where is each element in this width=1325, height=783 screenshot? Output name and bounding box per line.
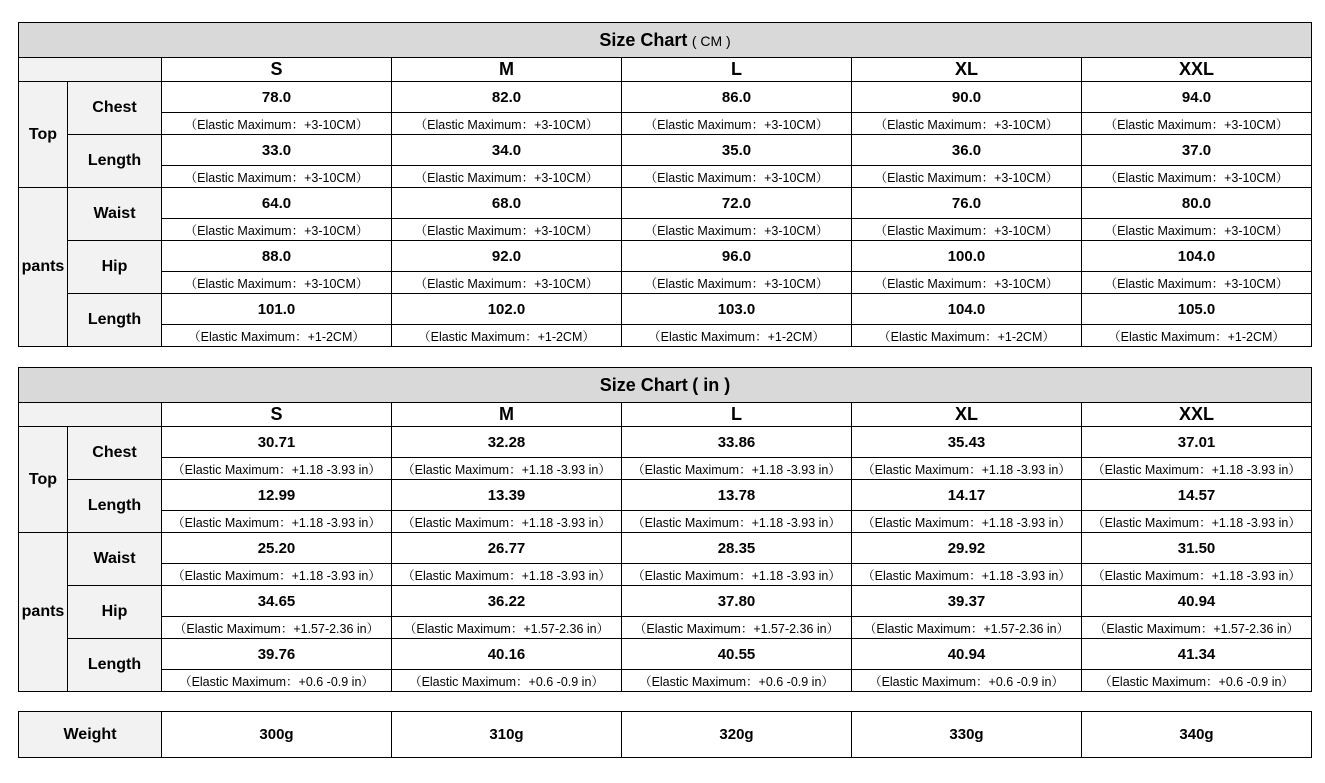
elastic-note-s: （Elastic Maximum：+1.18 -3.93 in）	[162, 511, 392, 533]
measurement-row-hip	[19, 241, 1312, 272]
value-cell-m: 32.28	[392, 427, 622, 458]
chart-title-text: Size Chart	[599, 29, 688, 50]
measurement-row-length	[19, 480, 1312, 511]
value-cell-m: 34.0	[392, 135, 622, 166]
elastic-note-xxl: （Elastic Maximum：+1.18 -3.93 in）	[1082, 511, 1312, 533]
elastic-note-m: （Elastic Maximum：+1.18 -3.93 in）	[392, 458, 622, 480]
elastic-note-l: （Elastic Maximum：+0.6 -0.9 in）	[622, 670, 852, 692]
value-cell-m: 40.16	[392, 639, 622, 670]
value-cell-xxl: 105.0	[1082, 294, 1312, 325]
elastic-note-xl: （Elastic Maximum：+1.57-2.36 in）	[852, 617, 1082, 639]
elastic-note-xxl: （Elastic Maximum：+1.57-2.36 in）	[1082, 617, 1312, 639]
elastic-note-row	[19, 166, 1312, 188]
elastic-note-l: （Elastic Maximum：+3-10CM）	[622, 219, 852, 241]
elastic-note-l: （Elastic Maximum：+1.18 -3.93 in）	[622, 564, 852, 586]
elastic-note-xxl: （Elastic Maximum：+1.18 -3.93 in）	[1082, 458, 1312, 480]
value-cell-m: 82.0	[392, 82, 622, 113]
group-label-pants: pants	[19, 188, 68, 347]
weight-value-s: 300g	[162, 712, 392, 758]
elastic-note-m: （Elastic Maximum：+1-2CM）	[392, 325, 622, 347]
measurement-label: Length	[68, 294, 162, 347]
elastic-note-row	[19, 325, 1312, 347]
value-cell-xxl: 40.94	[1082, 586, 1312, 617]
measurement-row-chest	[19, 427, 1312, 458]
value-cell-xl: 90.0	[852, 82, 1082, 113]
value-cell-m: 13.39	[392, 480, 622, 511]
size-header-xxl: XXL	[1082, 58, 1312, 82]
measurement-label: Chest	[68, 82, 162, 135]
value-cell-xxl: 37.0	[1082, 135, 1312, 166]
value-cell-xl: 76.0	[852, 188, 1082, 219]
weight-value-xxl: 340g	[1082, 712, 1312, 758]
weight-value-m: 310g	[392, 712, 622, 758]
value-cell-xxl: 41.34	[1082, 639, 1312, 670]
chart-unit-text: ( CM )	[691, 32, 731, 49]
elastic-note-xxl: （Elastic Maximum：+3-10CM）	[1082, 113, 1312, 135]
elastic-note-l: （Elastic Maximum：+1.18 -3.93 in）	[622, 511, 852, 533]
value-cell-l: 33.86	[622, 427, 852, 458]
value-cell-l: 13.78	[622, 480, 852, 511]
measurement-label: Waist	[68, 533, 162, 586]
size-header-m: M	[392, 403, 622, 427]
elastic-note-m: （Elastic Maximum：+3-10CM）	[392, 219, 622, 241]
group-label-top: Top	[19, 427, 68, 533]
elastic-note-m: （Elastic Maximum：+3-10CM）	[392, 166, 622, 188]
elastic-note-l: （Elastic Maximum：+3-10CM）	[622, 272, 852, 294]
weight-value-l: 320g	[622, 712, 852, 758]
elastic-note-s: （Elastic Maximum：+1.18 -3.93 in）	[162, 458, 392, 480]
group-label-pants: pants	[19, 533, 68, 692]
elastic-note-xl: （Elastic Maximum：+3-10CM）	[852, 113, 1082, 135]
chart-unit-text: ( in )	[692, 374, 731, 395]
elastic-note-xl: （Elastic Maximum：+1-2CM）	[852, 325, 1082, 347]
group-label-top: Top	[19, 82, 68, 188]
measurement-label: Waist	[68, 188, 162, 241]
measurement-label: Chest	[68, 427, 162, 480]
measurement-row-length	[19, 135, 1312, 166]
elastic-note-row	[19, 272, 1312, 294]
elastic-note-xl: （Elastic Maximum：+1.18 -3.93 in）	[852, 511, 1082, 533]
elastic-note-xxl: （Elastic Maximum：+3-10CM）	[1082, 219, 1312, 241]
value-cell-xl: 29.92	[852, 533, 1082, 564]
header-corner	[19, 403, 162, 427]
elastic-note-s: （Elastic Maximum：+0.6 -0.9 in）	[162, 670, 392, 692]
weight-label: Weight	[19, 712, 162, 758]
value-cell-l: 86.0	[622, 82, 852, 113]
elastic-note-s: （Elastic Maximum：+1-2CM）	[162, 325, 392, 347]
value-cell-l: 37.80	[622, 586, 852, 617]
value-cell-l: 28.35	[622, 533, 852, 564]
chart-title-text: Size Chart	[599, 374, 688, 395]
size-header-m: M	[392, 58, 622, 82]
elastic-note-l: （Elastic Maximum：+1.57-2.36 in）	[622, 617, 852, 639]
value-cell-s: 78.0	[162, 82, 392, 113]
header-corner	[19, 58, 162, 82]
elastic-note-row	[19, 219, 1312, 241]
elastic-note-l: （Elastic Maximum：+1-2CM）	[622, 325, 852, 347]
elastic-note-m: （Elastic Maximum：+1.18 -3.93 in）	[392, 511, 622, 533]
value-cell-l: 72.0	[622, 188, 852, 219]
measurement-row-chest	[19, 82, 1312, 113]
measurement-label: Length	[68, 135, 162, 188]
elastic-note-m: （Elastic Maximum：+1.18 -3.93 in）	[392, 564, 622, 586]
elastic-note-s: （Elastic Maximum：+3-10CM）	[162, 166, 392, 188]
elastic-note-l: （Elastic Maximum：+1.18 -3.93 in）	[622, 458, 852, 480]
elastic-note-l: （Elastic Maximum：+3-10CM）	[622, 113, 852, 135]
elastic-note-m: （Elastic Maximum：+3-10CM）	[392, 113, 622, 135]
value-cell-xl: 36.0	[852, 135, 1082, 166]
value-cell-xxl: 80.0	[1082, 188, 1312, 219]
size-header-xl: XL	[852, 58, 1082, 82]
chart-title-cm	[19, 23, 1312, 58]
value-cell-l: 35.0	[622, 135, 852, 166]
value-cell-xl: 40.94	[852, 639, 1082, 670]
value-cell-s: 34.65	[162, 586, 392, 617]
value-cell-s: 30.71	[162, 427, 392, 458]
elastic-note-m: （Elastic Maximum：+3-10CM）	[392, 272, 622, 294]
measurement-row-waist	[19, 533, 1312, 564]
measurement-label: Hip	[68, 586, 162, 639]
value-cell-m: 26.77	[392, 533, 622, 564]
elastic-note-s: （Elastic Maximum：+3-10CM）	[162, 272, 392, 294]
measurement-label: Length	[68, 639, 162, 692]
value-cell-s: 101.0	[162, 294, 392, 325]
value-cell-xl: 100.0	[852, 241, 1082, 272]
measurement-row-length	[19, 639, 1312, 670]
size-header-row	[19, 403, 1312, 427]
value-cell-xxl: 31.50	[1082, 533, 1312, 564]
weight-row	[19, 712, 1312, 758]
elastic-note-row	[19, 458, 1312, 480]
elastic-note-row	[19, 617, 1312, 639]
elastic-note-l: （Elastic Maximum：+3-10CM）	[622, 166, 852, 188]
elastic-note-xxl: （Elastic Maximum：+0.6 -0.9 in）	[1082, 670, 1312, 692]
value-cell-m: 68.0	[392, 188, 622, 219]
elastic-note-xxl: （Elastic Maximum：+3-10CM）	[1082, 166, 1312, 188]
measurement-label: Hip	[68, 241, 162, 294]
elastic-note-m: （Elastic Maximum：+0.6 -0.9 in）	[392, 670, 622, 692]
elastic-note-xl: （Elastic Maximum：+3-10CM）	[852, 166, 1082, 188]
elastic-note-row	[19, 670, 1312, 692]
value-cell-m: 102.0	[392, 294, 622, 325]
chart-title-in	[19, 368, 1312, 403]
elastic-note-row	[19, 564, 1312, 586]
size-header-s: S	[162, 403, 392, 427]
elastic-note-row	[19, 511, 1312, 533]
value-cell-xl: 104.0	[852, 294, 1082, 325]
size-header-row	[19, 58, 1312, 82]
value-cell-xl: 35.43	[852, 427, 1082, 458]
elastic-note-xl: （Elastic Maximum：+0.6 -0.9 in）	[852, 670, 1082, 692]
elastic-note-xl: （Elastic Maximum：+1.18 -3.93 in）	[852, 564, 1082, 586]
elastic-note-m: （Elastic Maximum：+1.57-2.36 in）	[392, 617, 622, 639]
elastic-note-xxl: （Elastic Maximum：+1.18 -3.93 in）	[1082, 564, 1312, 586]
value-cell-s: 39.76	[162, 639, 392, 670]
size-header-xxl: XXL	[1082, 403, 1312, 427]
measurement-row-length	[19, 294, 1312, 325]
elastic-note-s: （Elastic Maximum：+3-10CM）	[162, 113, 392, 135]
size-header-l: L	[622, 58, 852, 82]
elastic-note-row	[19, 113, 1312, 135]
value-cell-xxl: 94.0	[1082, 82, 1312, 113]
measurement-label: Length	[68, 480, 162, 533]
elastic-note-xl: （Elastic Maximum：+1.18 -3.93 in）	[852, 458, 1082, 480]
weight-value-xl: 330g	[852, 712, 1082, 758]
elastic-note-s: （Elastic Maximum：+3-10CM）	[162, 219, 392, 241]
size-chart-cm	[18, 22, 1312, 347]
value-cell-xxl: 104.0	[1082, 241, 1312, 272]
size-header-l: L	[622, 403, 852, 427]
value-cell-xxl: 37.01	[1082, 427, 1312, 458]
weight-table	[18, 711, 1312, 758]
value-cell-s: 88.0	[162, 241, 392, 272]
value-cell-l: 40.55	[622, 639, 852, 670]
value-cell-s: 64.0	[162, 188, 392, 219]
value-cell-xxl: 14.57	[1082, 480, 1312, 511]
measurement-row-hip	[19, 586, 1312, 617]
value-cell-m: 92.0	[392, 241, 622, 272]
size-header-s: S	[162, 58, 392, 82]
value-cell-l: 96.0	[622, 241, 852, 272]
value-cell-xl: 39.37	[852, 586, 1082, 617]
elastic-note-xxl: （Elastic Maximum：+1-2CM）	[1082, 325, 1312, 347]
value-cell-s: 33.0	[162, 135, 392, 166]
value-cell-l: 103.0	[622, 294, 852, 325]
elastic-note-xl: （Elastic Maximum：+3-10CM）	[852, 272, 1082, 294]
value-cell-m: 36.22	[392, 586, 622, 617]
elastic-note-s: （Elastic Maximum：+1.57-2.36 in）	[162, 617, 392, 639]
size-chart-in	[18, 367, 1312, 692]
value-cell-s: 25.20	[162, 533, 392, 564]
value-cell-xl: 14.17	[852, 480, 1082, 511]
size-header-xl: XL	[852, 403, 1082, 427]
measurement-row-waist	[19, 188, 1312, 219]
elastic-note-s: （Elastic Maximum：+1.18 -3.93 in）	[162, 564, 392, 586]
elastic-note-xxl: （Elastic Maximum：+3-10CM）	[1082, 272, 1312, 294]
value-cell-s: 12.99	[162, 480, 392, 511]
elastic-note-xl: （Elastic Maximum：+3-10CM）	[852, 219, 1082, 241]
